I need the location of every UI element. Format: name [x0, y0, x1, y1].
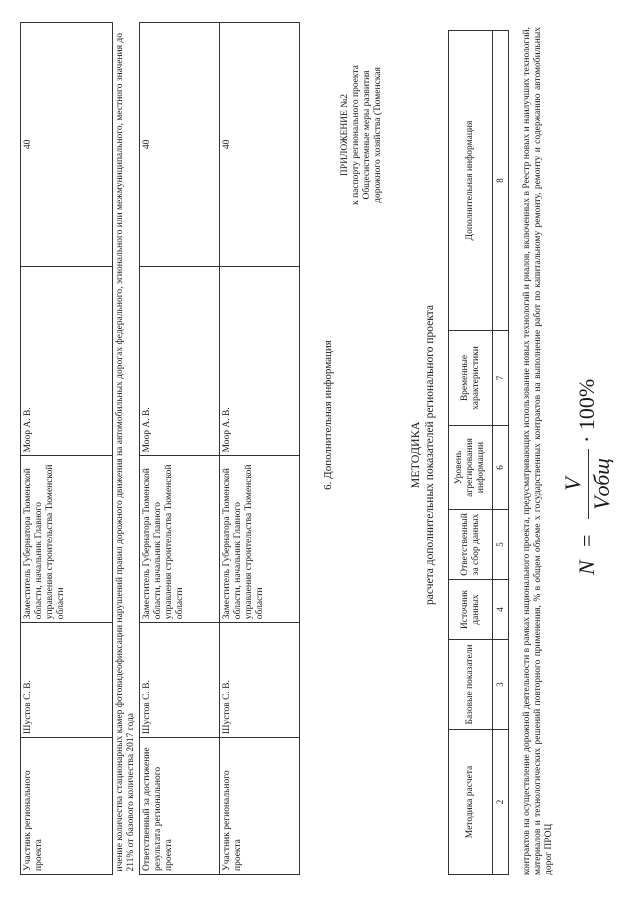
column-header: Источник данных	[449, 580, 493, 640]
table-row	[140, 23, 220, 875]
manager-cell: Моор А. В.	[220, 266, 300, 456]
table-header-row	[449, 31, 493, 875]
table-row	[21, 23, 113, 875]
methodology-table	[448, 30, 509, 875]
column-index: 4	[493, 580, 509, 640]
section-heading: 6. Дополнительная информация	[322, 340, 334, 490]
appendix-line: ПРИЛОЖЕНИЕ №2	[340, 93, 350, 177]
table-row	[220, 23, 300, 875]
column-header: Дополнительная информация	[449, 31, 493, 331]
method-title: МЕТОДИКА	[408, 421, 422, 489]
column-header: Базовые показатели	[449, 640, 493, 730]
column-header: Уровень агрегирования информации	[449, 426, 493, 510]
column-index: 6	[493, 426, 509, 510]
load-cell: 40	[21, 23, 113, 267]
position-cell: Заместитель Губернатора Тюменской области, начальник Главного управления строительства Тюменской области	[140, 456, 220, 623]
formula-denominator: Vобщ	[589, 458, 614, 510]
name-cell: Шустов С. В.	[220, 623, 300, 738]
appendix-block	[340, 25, 384, 245]
indicator-description: контрактов на осуществление дорожной деятельности в рамках национального проекта, предусматривающих использование новых технологий и риалов, включенных в Реестр новых и наилучших технологий, материалов и технологических решений повторного применения, % в общем объеме х государственных контрактов на выполнение работ по капитальному ремонту, ремонту и содержанию автомобильных дорог ПРОЦ	[522, 27, 554, 875]
load-cell: 40	[140, 23, 220, 267]
formula-multiplier: · 100%	[574, 378, 599, 443]
role-cell: Участник регионального проекта	[21, 738, 113, 875]
formula-lhs: N	[574, 560, 599, 575]
table-index-row	[493, 31, 509, 875]
manager-cell: Моор А. В.	[21, 266, 113, 456]
column-index: 3	[493, 640, 509, 730]
column-index: 8	[493, 31, 509, 331]
participants-table	[20, 22, 300, 875]
role-cell: Ответственный за достижение результата регионального проекта	[140, 738, 220, 875]
section-row	[113, 23, 140, 875]
formula-numerator: V	[560, 477, 585, 491]
column-header: Ответственный за сбор данных	[449, 510, 493, 580]
column-header: Временные характеристики	[449, 331, 493, 426]
column-index: 7	[493, 331, 509, 426]
appendix-line: Общесистемные меры развития	[362, 70, 372, 200]
method-subtitle: расчета дополнительных показателей регионального проекта	[424, 305, 436, 605]
column-index: 2	[493, 730, 509, 875]
formula-equals: =	[574, 534, 599, 547]
section-text: ичение количества стационарных камер фотовидеофиксации нарушений правил дорожного движения на автомобильных дорогах федерального, эгионального или межмуниципального, местного значения до 211% от базового количества 2017 года	[113, 23, 140, 875]
appendix-line: дорожного хозяйства (Тюменская	[373, 67, 383, 203]
column-index: 5	[493, 510, 509, 580]
load-cell: 40	[220, 23, 300, 267]
position-cell: Заместитель Губернатора Тюменской области, начальник Главного управления строительства Тюменской области	[220, 456, 300, 623]
manager-cell: Моор А. В.	[140, 266, 220, 456]
column-header: Методика расчета	[449, 730, 493, 875]
name-cell: Шустов С. В.	[21, 623, 113, 738]
formula	[560, 315, 616, 575]
role-cell: Участник регионального проекта	[220, 738, 300, 875]
appendix-line: к паспорту регионального проекта	[351, 65, 361, 205]
name-cell: Шустов С. В.	[140, 623, 220, 738]
position-cell: Заместитель Губернатора Тюменской области, начальник Главного управления строительства Тюменской области	[21, 456, 113, 623]
